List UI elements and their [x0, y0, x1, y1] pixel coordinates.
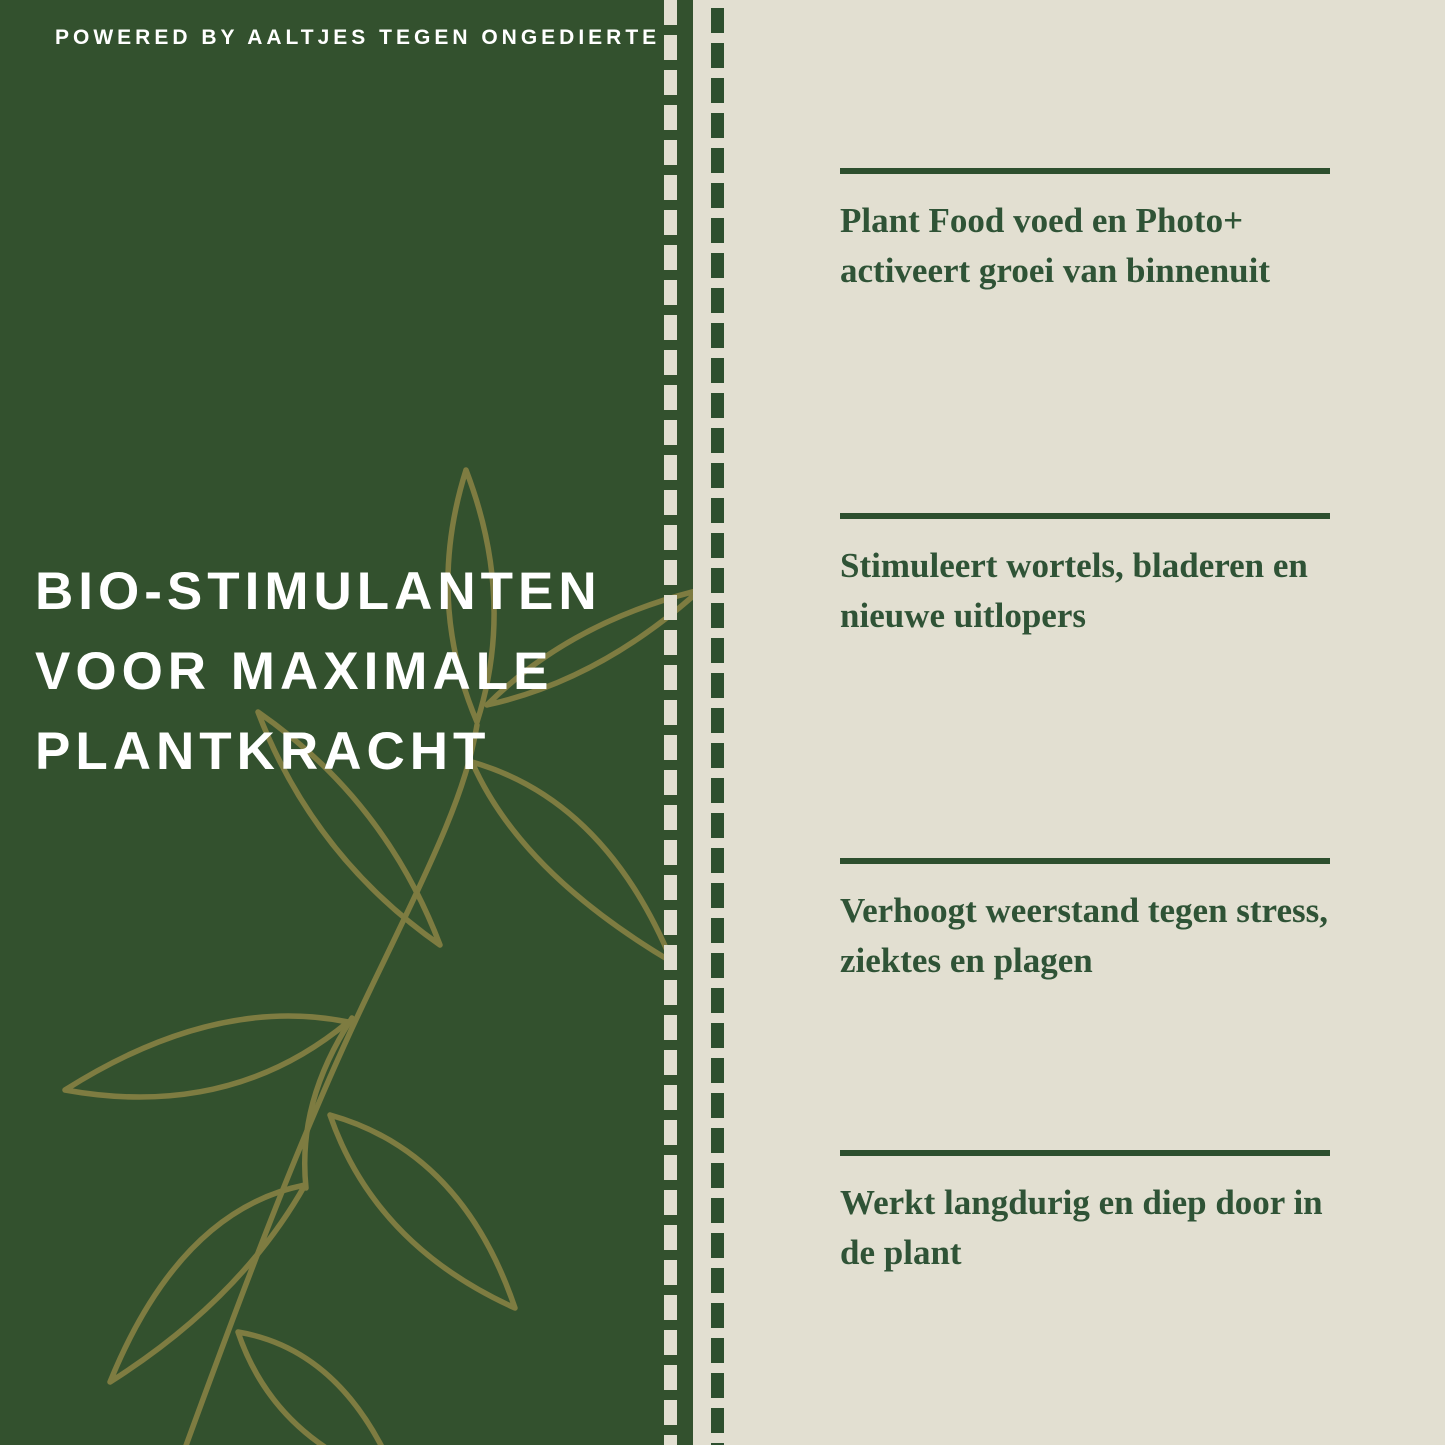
divider-dashed-line-right: [711, 0, 724, 1445]
feature-item-3: [840, 858, 1337, 986]
feature-text: Plant Food voed en Photo+ activeert groei van binnenuit: [840, 201, 1271, 290]
feature-item-1: [840, 168, 1337, 296]
feature-divider-rule: [840, 513, 1330, 519]
title-line-1: BIO-STIMULANTEN: [35, 562, 602, 621]
feature-text: Stimuleert wortels, bladeren en nieuwe uitlopers: [840, 546, 1308, 635]
title-line-2: VOOR MAXIMALE: [35, 642, 554, 701]
left-panel: [0, 0, 693, 1445]
title-line-3: PLANTKRACHT: [35, 722, 491, 781]
powered-by-text: POWERED BY AALTJES TEGEN ONGEDIERTE: [55, 26, 661, 49]
feature-divider-rule: [840, 1150, 1330, 1156]
feature-item-2: [840, 513, 1337, 641]
divider-dashed-line-left: [664, 0, 677, 1445]
feature-item-4: [840, 1150, 1337, 1278]
feature-text: Werkt langdurig en diep door in de plant: [840, 1183, 1323, 1272]
feature-text: Verhoogt weerstand tegen stress, ziektes en plagen: [840, 891, 1328, 980]
right-panel: [693, 0, 1445, 1445]
feature-divider-rule: [840, 858, 1330, 864]
feature-divider-rule: [840, 168, 1330, 174]
page-title: [35, 552, 602, 792]
